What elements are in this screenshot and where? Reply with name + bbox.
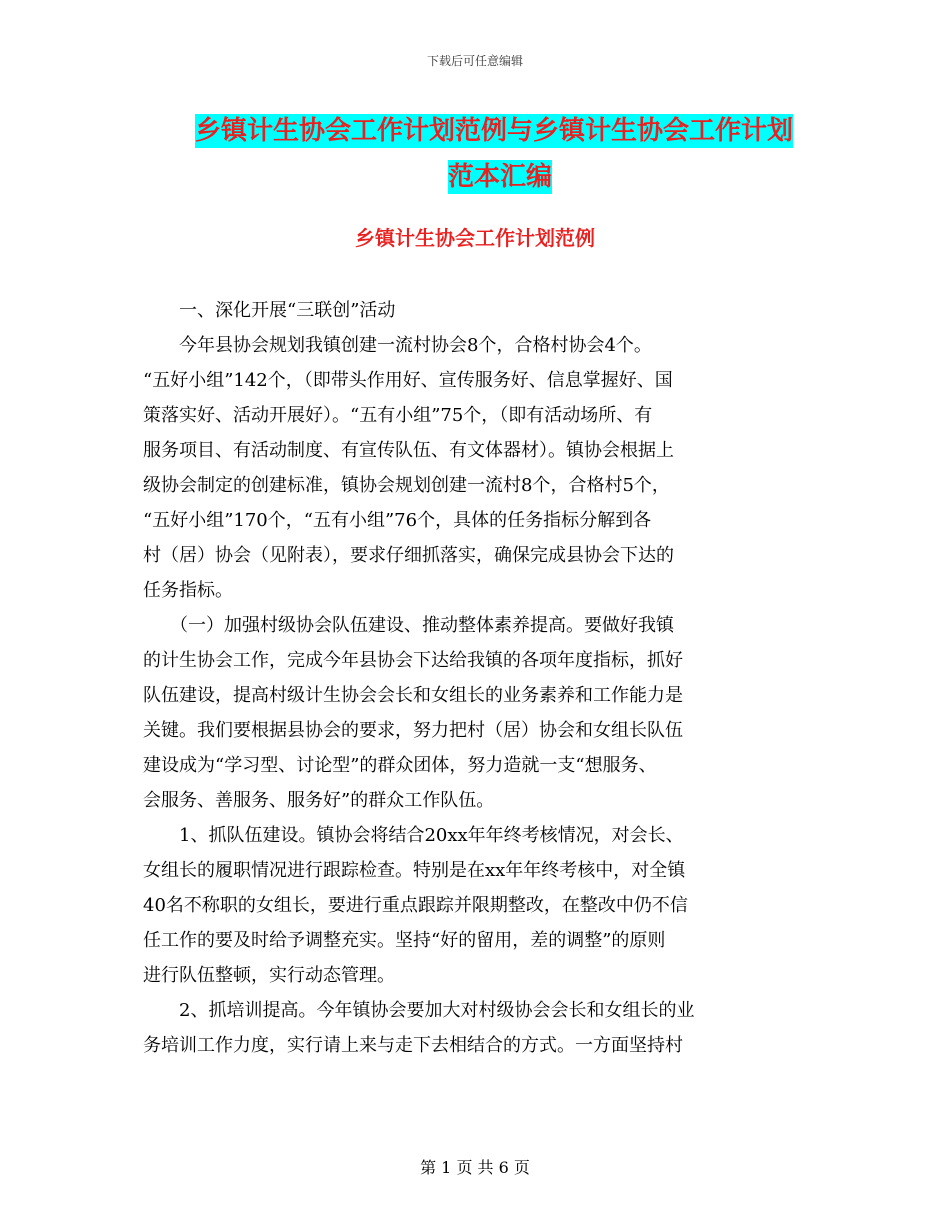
text-line: 队伍建设，提高村级计生协会会长和女组长的业务素养和工作能力是 [143, 685, 683, 706]
text-line: “五好小组”170个，“五有小组”76个，具体的任务指标分解到各 [143, 510, 652, 531]
title-line-2: 范本汇编 [447, 162, 552, 192]
text-line: 服务项目、有活动制度、有宣传队伍、有文体器材）。镇协会根据上 [143, 440, 674, 461]
text-line: 一、深化开展“三联创”活动 [143, 300, 396, 321]
document-title [195, 108, 805, 200]
text-line: 关键。我们要根据县协会的要求，努力把村（居）协会和女组长队伍 [143, 720, 683, 741]
text-line: 女组长的履职情况进行跟踪检查。特别是在xx年年终考核中，对全镇 [143, 860, 686, 881]
text-line: “五好小组”142个，（即带头作用好、宣传服务好、信息掌握好、国 [143, 370, 673, 391]
page-footer: 第 1 页 共 6 页 [420, 1158, 530, 1177]
text-line: 务培训工作力度，实行请上来与走下去相结合的方式。一方面坚持村 [143, 1035, 683, 1056]
text-line: 任工作的要及时给予调整充实。坚持“好的留用，差的调整”的原则 [143, 930, 666, 951]
text-line: 级协会制定的创建标准，镇协会规划创建一流村8个，合格村5个， [143, 475, 670, 496]
text-line: 会服务、善服务、服务好”的群众工作队伍。 [143, 790, 495, 811]
text-line: 策落实好、活动开展好）。“五有小组”75个，（即有活动场所、有 [143, 405, 653, 426]
text-line: 村（居）协会（见附表），要求仔细抓落实，确保完成县协会下达的 [143, 545, 674, 566]
text-line: 的计生协会工作，完成今年县协会下达给我镇的各项年度指标，抓好 [143, 650, 683, 671]
text-line: 1、抓队伍建设。镇协会将结合20xx年年终考核情况，对会长、 [143, 825, 684, 846]
text-line: 任务指标。 [143, 580, 233, 601]
text-line: 今年县协会规划我镇创建一流村协会8个，合格村协会4个。 [143, 335, 652, 356]
title-line-1: 乡镇计生协会工作计划范例与乡镇计生协会工作计划 [195, 116, 794, 146]
page-header: 下载后可任意编辑 [426, 54, 523, 68]
section-title: 乡镇计生协会工作计划范例 [355, 226, 595, 250]
text-line: 2、抓培训提高。今年镇协会要加大对村级协会会长和女组长的业 [143, 1000, 695, 1021]
text-line: 40名不称职的女组长，要进行重点跟踪并限期整改，在整改中仍不信 [143, 895, 688, 916]
body-text [143, 293, 808, 1063]
text-line: 进行队伍整顿，实行动态管理。 [143, 965, 395, 986]
text-line: （一）加强村级协会队伍建设、推动整体素养提高。要做好我镇 [143, 615, 674, 636]
text-line: 建设成为“学习型、讨论型”的群众团体，努力造就一支“想服务、 [143, 755, 657, 776]
